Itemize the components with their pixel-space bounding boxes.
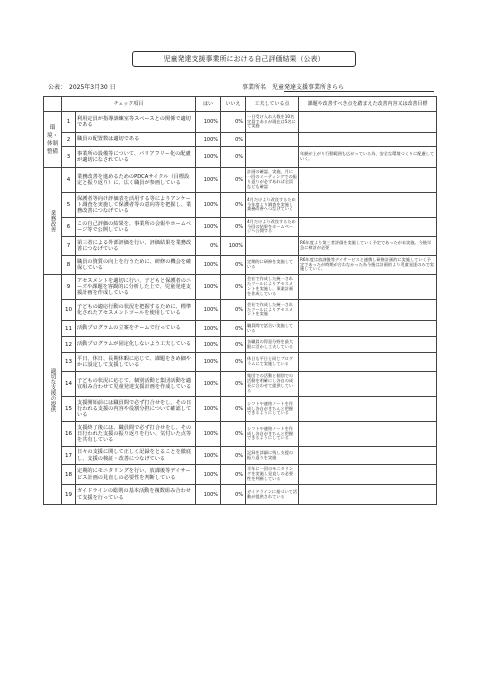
check-item: 子どもの状況に応じて、個別活動と集団活動を適宜組み合わせて児童発達支援計画を作成している xyxy=(76,372,196,397)
table-row xyxy=(44,147,437,168)
table-row xyxy=(44,112,437,133)
improvement-note xyxy=(299,275,437,300)
effort-note: 集団での活動と個別での活動を明確にし各自の成長に合わせて提供している xyxy=(246,372,299,397)
row-number: 3 xyxy=(62,147,76,168)
office-name: 児童発達支援事業所きらら xyxy=(272,84,345,91)
check-item: 日々の支援に関して正しく記録をとることを徹底し、支援の検証・改善につなげている xyxy=(76,447,196,465)
improvement-note xyxy=(299,300,437,321)
no-percent: 0% xyxy=(221,321,246,337)
no-percent: 0% xyxy=(221,112,246,133)
yes-percent: 100% xyxy=(196,112,221,133)
effort-note xyxy=(246,147,299,168)
row-number: 8 xyxy=(62,256,76,275)
yes-percent: 100% xyxy=(196,337,221,353)
table-row xyxy=(44,193,437,218)
table-row xyxy=(44,321,437,337)
table-row xyxy=(44,447,437,465)
improvement-note xyxy=(299,465,437,485)
document-title: 児童発達支援事業所における自己評価結果（公表） xyxy=(132,51,356,67)
check-item: 業務改善を進めるためのPDCAサイクル（目標設定と振り返り）に、広く職員が参画している xyxy=(76,168,196,193)
effort-note: 休日も平日と同じプログラムにて実施している xyxy=(246,353,299,372)
effort-note: 一日受け入れ人数を10名定員であるが現在は5名にて実施 xyxy=(246,112,299,133)
category-cell: 業務改善 xyxy=(44,168,62,275)
check-item: 職員の配置数は適切である xyxy=(76,133,196,147)
table-row xyxy=(44,275,437,300)
row-number: 7 xyxy=(62,237,76,256)
check-item: 子どもの適応行動の状況を把握するために、標準化されたアセスメントツールを使用している xyxy=(76,300,196,321)
no-percent: 0% xyxy=(221,218,246,237)
header-row xyxy=(44,97,437,112)
check-item: 平日、休日、長期休暇に応じて、課題をきめ細やかに設定して支援している xyxy=(76,353,196,372)
improvement-note: R6年度は放課後等デイサービスと連携し研修計画的に実施していく予定であったが時期が合わなかった為今後は計画的より児童発達のみで実施していく。 xyxy=(299,256,437,275)
check-item: 支援終了後には、職員間で必ず打合せをし、その日行われた支援の振り返りを行い、気付いた点等を共有している xyxy=(76,422,196,447)
no-percent: 0% xyxy=(221,337,246,353)
check-item: 第三者による外部評価を行い、評価結果を業務改善につなげている xyxy=(76,237,196,256)
effort-note: 4月だけより改良するため今年度より調査を実施し業務改善へつなげていく xyxy=(246,193,299,218)
header-no: いいえ xyxy=(221,97,246,112)
table-row xyxy=(44,397,437,422)
yes-percent: 100% xyxy=(196,193,221,218)
table-row xyxy=(44,353,437,372)
effort-note: 各職員の得意分野を最大限に活かし工夫している xyxy=(246,337,299,353)
check-item: ガイドラインの総則の基本活動を複数組み合わせて支援を行っている xyxy=(76,485,196,505)
category-cell: 適切な支援の提供 xyxy=(44,275,62,505)
effort-note: 半年に一回のモニタリングを実施し見直しの必要性を判断している xyxy=(246,465,299,485)
improvement-note xyxy=(299,422,437,447)
yes-percent: 100% xyxy=(196,422,221,447)
effort-note: 4月だけより改良するため今回の結果をホームページへ公開する xyxy=(246,218,299,237)
yes-percent: 100% xyxy=(196,218,221,237)
table-row xyxy=(44,372,437,397)
yes-percent: 0% xyxy=(196,237,221,256)
yes-percent: 100% xyxy=(196,133,221,147)
no-percent: 0% xyxy=(221,422,246,447)
improvement-note: R6年度より第三者評価を実施していく予定であったが未実施。今後早急に検討が必要 xyxy=(299,237,437,256)
table-row xyxy=(44,218,437,237)
no-percent: 0% xyxy=(221,447,246,465)
yes-percent: 100% xyxy=(196,372,221,397)
no-percent: 0% xyxy=(221,300,246,321)
improvement-note: 年齢が上がり行動範囲も広がっている為、安全な環境づくりに配慮していく。 xyxy=(299,147,437,168)
no-percent: 0% xyxy=(221,133,246,147)
effort-note: 職員間で話合い実施している xyxy=(246,321,299,337)
table-row xyxy=(44,237,437,256)
yes-percent: 100% xyxy=(196,447,221,465)
yes-percent: 100% xyxy=(196,485,221,505)
row-number: 13 xyxy=(62,353,76,372)
improvement-note xyxy=(299,321,437,337)
table-row xyxy=(44,256,437,275)
table-row xyxy=(44,300,437,321)
no-percent: 0% xyxy=(221,465,246,485)
table-row xyxy=(44,465,437,485)
row-number: 15 xyxy=(62,397,76,422)
no-percent: 0% xyxy=(221,353,246,372)
improvement-note xyxy=(299,133,437,147)
no-percent: 0% xyxy=(221,256,246,275)
no-percent: 0% xyxy=(221,485,246,505)
improvement-note xyxy=(299,372,437,397)
check-item: 定期的にモニタリングを行い、放課後等デイサービス計画の見直しの必要性を判断している xyxy=(76,465,196,485)
row-number: 1 xyxy=(62,112,76,133)
yes-percent: 100% xyxy=(196,168,221,193)
yes-percent: 100% xyxy=(196,465,221,485)
table-row xyxy=(44,168,437,193)
yes-percent: 100% xyxy=(196,256,221,275)
no-percent: 0% xyxy=(221,147,246,168)
row-number: 14 xyxy=(62,372,76,397)
row-number: 17 xyxy=(62,447,76,465)
effort-note: 会社で作成した統一されたツールによりアセスメントを実施し、事業計画を作成している xyxy=(246,275,299,300)
header-yes: はい xyxy=(196,97,221,112)
no-percent: 0% xyxy=(221,372,246,397)
row-number: 6 xyxy=(62,218,76,237)
table-row xyxy=(44,485,437,505)
effort-note xyxy=(246,237,299,256)
row-number: 2 xyxy=(62,133,76,147)
row-number: 18 xyxy=(62,465,76,485)
check-item: アセスメントを適切に行い、子どもと保護者のニーズや課題を客観的に分析した上で、児童発達支援計画を作成している xyxy=(76,275,196,300)
yes-percent: 100% xyxy=(196,147,221,168)
yes-percent: 100% xyxy=(196,321,221,337)
check-item: 職員の資質の向上を行うために、研修の機会を確保している xyxy=(76,256,196,275)
effort-note: シフトや連絡ノートを作成し各自がきちんと把握できるようにしている xyxy=(246,422,299,447)
improvement-note xyxy=(299,353,437,372)
no-percent: 0% xyxy=(221,397,246,422)
no-percent: 100% xyxy=(221,237,246,256)
check-item: 活動プログラムが固定化しないよう工夫している xyxy=(76,337,196,353)
office-underline xyxy=(284,91,434,92)
check-item: 利用定員が指導訓練室等スペースとの関係で適切である xyxy=(76,112,196,133)
effort-note: シフトや連絡ノートを作成し各自がきちんと把握できるようにしている xyxy=(246,397,299,422)
row-number: 5 xyxy=(62,193,76,218)
header-improve: 課題や改善すべき点を踏まえた改善内容又は改善目標 xyxy=(299,97,437,112)
table-row xyxy=(44,337,437,353)
improvement-note xyxy=(299,397,437,422)
publication-date: 公表： 2025年3月30 日 xyxy=(48,84,116,91)
yes-percent: 100% xyxy=(196,397,221,422)
row-number: 4 xyxy=(62,168,76,193)
check-item: 事業所の設備等について、バリアフリー化の配慮が適切になされている xyxy=(76,147,196,168)
improvement-note xyxy=(299,168,437,193)
row-number: 11 xyxy=(62,321,76,337)
table-row xyxy=(44,422,437,447)
effort-note: 会社で作成した統一されたツールによりアセスメントを実施 xyxy=(246,300,299,321)
no-percent: 0% xyxy=(221,275,246,300)
effort-note: 定期的に研修を実施している xyxy=(246,256,299,275)
no-percent: 0% xyxy=(221,168,246,193)
yes-percent: 100% xyxy=(196,300,221,321)
yes-percent: 100% xyxy=(196,353,221,372)
check-item: 活動プログラムの立案をチームで行っている xyxy=(76,321,196,337)
header-effort: 工夫している点 xyxy=(246,97,299,112)
improvement-note xyxy=(299,447,437,465)
improvement-note xyxy=(299,193,437,218)
improvement-note xyxy=(299,485,437,505)
improvement-note xyxy=(299,218,437,237)
improvement-note xyxy=(299,337,437,353)
effort-note xyxy=(246,133,299,147)
check-item: 保護者等向け評価表を活用する等によりアンケート調査を実施して保護者等の意向等を把握し、業務改善につなげている xyxy=(76,193,196,218)
row-number: 19 xyxy=(62,485,76,505)
office-label: 事業所名 xyxy=(242,84,267,91)
office-name-line xyxy=(242,82,344,91)
header-blank xyxy=(44,97,62,112)
yes-percent: 100% xyxy=(196,275,221,300)
check-item: 支援開始前には職員間で必ず打合せをし、その日行われる支援の内容や役割分担について確認している xyxy=(76,397,196,422)
effort-note: 記録を詳細に残し支援の振り返りを実施 xyxy=(246,447,299,465)
header-check-item: チェック項目 xyxy=(62,97,196,112)
row-number: 12 xyxy=(62,337,76,353)
row-number: 10 xyxy=(62,300,76,321)
category-cell: 環境・体制整備 xyxy=(44,112,62,168)
effort-note: 計画の確認、実施、月に一回のミーティングでの振り返りが必ずあれば全員なども確認 xyxy=(246,168,299,193)
evaluation-table xyxy=(43,96,437,505)
no-percent: 0% xyxy=(221,193,246,218)
improvement-note xyxy=(299,112,437,133)
table-row xyxy=(44,133,437,147)
effort-note: ガイドラインに基づいて活動が提供されている xyxy=(246,485,299,505)
row-number: 9 xyxy=(62,275,76,300)
row-number: 16 xyxy=(62,422,76,447)
check-item: この自己評価の結果を、事業所の会報やホームページ等で公開している xyxy=(76,218,196,237)
